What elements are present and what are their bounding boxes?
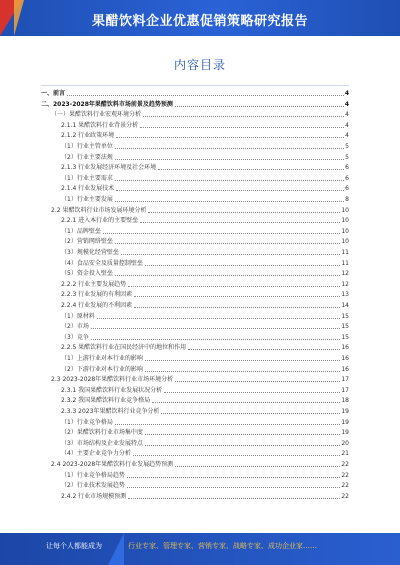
toc-leader-dots	[91, 339, 341, 340]
toc-entry[interactable]	[61, 471, 349, 480]
toc-entry[interactable]	[61, 184, 349, 193]
toc-leader-dots	[91, 328, 341, 329]
toc-entry-page: 19	[341, 429, 349, 437]
toc-entry-label: （3）市场结构及企业发展特点	[61, 439, 143, 447]
toc-leader-dots	[175, 106, 344, 107]
toc-entry-page: 15	[341, 312, 349, 320]
toc-entry[interactable]	[61, 449, 349, 458]
toc-leader-dots	[127, 477, 341, 478]
toc-entry-page: 17	[341, 386, 349, 394]
toc-entry-page: 8	[345, 196, 349, 203]
toc-entry-label: （4）食品安全及质量控制壁垒	[61, 259, 143, 267]
toc-entry-page: 21	[341, 450, 349, 458]
toc-entry[interactable]	[61, 428, 349, 437]
toc-entry-page: 18	[341, 397, 349, 405]
toc-entry[interactable]	[61, 492, 349, 501]
toc-leader-dots	[158, 169, 344, 170]
toc-entry-label: （2）市场	[61, 323, 89, 331]
toc-entry-label: 二、2023-2028年果醋饮料市场前景及趋势预测	[41, 100, 173, 108]
toc-leader-dots	[121, 254, 341, 255]
toc-entry-page: 6	[345, 185, 349, 193]
toc-entry-label: 2.2 果醋饮料行业市场发展环境分析	[51, 206, 147, 214]
toc-entry-page: 19	[341, 408, 349, 415]
toc-entry[interactable]	[61, 354, 349, 363]
table-of-contents	[41, 85, 349, 510]
toc-entry[interactable]	[61, 216, 349, 225]
toc-entry-page: 14	[341, 302, 349, 309]
toc-entry-page: 16	[341, 344, 349, 352]
toc-entry-label: （2）果醋饮料行业市场集中度	[61, 429, 143, 437]
toc-entry-page: 6	[345, 174, 349, 182]
toc-leader-dots	[134, 296, 340, 297]
toc-leader-dots	[115, 148, 344, 149]
footer-slogan-right: 行业专家、管理专家、营销专家、战略专家、成功企业家……	[128, 542, 317, 550]
toc-leader-dots	[143, 116, 344, 117]
toc-entry[interactable]	[61, 259, 349, 268]
toc-entry[interactable]	[61, 439, 349, 448]
toc-entry[interactable]	[61, 343, 349, 352]
toc-entry-label: 2.1.2 行业政策环境	[61, 132, 115, 140]
toc-entry-label: （2）行业技术发展趋势	[61, 482, 125, 490]
toc-entry-page: 22	[341, 492, 349, 500]
toc-entry[interactable]	[61, 237, 349, 246]
toc-entry[interactable]	[61, 248, 349, 257]
toc-leader-dots	[128, 498, 340, 499]
toc-leader-dots	[145, 265, 341, 266]
toc-entry[interactable]	[61, 195, 349, 204]
toc-entry-label: （1）行业主要需求	[61, 174, 113, 182]
toc-entry[interactable]	[41, 89, 349, 98]
toc-leader-dots	[161, 413, 340, 414]
toc-entry[interactable]	[61, 312, 349, 321]
toc-entry-page: 4	[344, 100, 349, 108]
toc-leader-dots	[103, 233, 341, 234]
toc-entry-label: 2.4.2 行业市场规模预测	[61, 492, 127, 500]
toc-leader-dots	[115, 424, 341, 425]
toc-entry[interactable]	[61, 365, 349, 374]
toc-entry-page: 19	[341, 418, 349, 426]
toc-entry-page: 10	[341, 238, 349, 246]
toc-entry-label: 2.3.1 我国果醋饮料行业发展状况分析	[61, 386, 163, 394]
toc-entry[interactable]	[61, 269, 349, 278]
toc-entry-label: 2.1.3 行业发展经济环境及社会环境	[61, 164, 157, 172]
toc-entry-page: 12	[341, 280, 349, 288]
toc-entry[interactable]	[61, 142, 349, 151]
footer-accent-shape	[108, 533, 124, 565]
toc-entry-page: 12	[341, 270, 349, 278]
toc-entry-page: 22	[341, 461, 349, 468]
toc-entry-label: （一）果醋饮料行业宏观环境分析	[51, 111, 142, 119]
toc-leader-dots	[145, 445, 341, 446]
toc-leader-dots	[140, 127, 344, 128]
toc-entry-label: 一、前言	[41, 90, 66, 97]
toc-entry[interactable]	[61, 407, 349, 416]
toc-leader-dots	[115, 243, 341, 244]
toc-entry-page: 10	[341, 227, 349, 235]
toc-entry-page: 16	[341, 355, 349, 362]
toc-entry-page: 10	[341, 206, 349, 214]
toc-entry-page: 10	[341, 217, 349, 225]
toc-entry-page: 17	[341, 376, 349, 384]
toc-leader-dots	[97, 318, 341, 319]
toc-entry-label: （1）行业主要发展	[61, 196, 113, 203]
toc-leader-dots	[175, 466, 340, 467]
toc-entry[interactable]	[61, 174, 349, 183]
toc-entry-page: 4	[345, 121, 349, 129]
toc-leader-dots	[145, 434, 341, 435]
toc-entry-page: 4	[345, 132, 349, 140]
toc-entry-page: 4	[344, 90, 349, 97]
toc-leader-dots	[115, 201, 344, 202]
toc-entry-label: 2.1.4 行业发展技术	[61, 185, 115, 193]
toc-entry-page: 22	[341, 482, 349, 490]
toc-entry-page: 15	[341, 333, 349, 341]
toc-entry-label: 2.3 2023-2028年果醋饮料行业市场环境分析	[51, 376, 174, 384]
toc-entry-label: 2.2.2 行业主要发展趋势	[61, 280, 127, 288]
toc-leader-dots	[164, 392, 340, 393]
toc-leader-dots	[115, 275, 341, 276]
toc-entry[interactable]	[61, 418, 349, 427]
toc-entry-label: 2.3.3 2023年果醋饮料行业竞争分析	[61, 408, 160, 415]
toc-entry-page: 6	[345, 164, 349, 172]
toc-entry[interactable]	[61, 163, 349, 172]
toc-entry-page: 4	[345, 111, 349, 119]
toc-entry-label: （5）资金投入壁垒	[61, 270, 113, 278]
footer-slogan-left: 让每个人都能成为	[46, 542, 102, 550]
toc-entry-page: 15	[341, 323, 349, 331]
toc-entry[interactable]	[61, 121, 349, 130]
toc-leader-dots	[152, 402, 340, 403]
toc-leader-dots	[115, 180, 344, 181]
toc-entry-label: 2.1.1 果醋饮料行业背景分析	[61, 121, 139, 129]
toc-leader-dots	[145, 360, 341, 361]
toc-entry[interactable]	[61, 227, 349, 236]
toc-entry-page: 11	[341, 259, 349, 267]
toc-entry-label: 2.3.2 我国果醋饮料行业竞争格局	[61, 397, 151, 405]
toc-entry[interactable]	[61, 322, 349, 331]
toc-entry[interactable]	[61, 153, 349, 162]
toc-entry-page: 5	[345, 153, 349, 161]
toc-entry-label: （4）主要企业竞争力分析	[61, 450, 131, 458]
toc-entry-label: （1）品牌壁垒	[61, 227, 101, 235]
toc-entry[interactable]	[61, 280, 349, 289]
toc-entry-label: （1）行业竞争格局	[61, 418, 113, 426]
toc-leader-dots	[67, 95, 344, 96]
toc-entry-label: （1）行业主管单位	[61, 143, 113, 150]
toc-entry[interactable]	[61, 333, 349, 342]
toc-entry[interactable]	[41, 100, 349, 109]
toc-leader-dots	[127, 487, 341, 488]
toc-entry[interactable]	[61, 396, 349, 405]
toc-entry-page: 5	[345, 143, 349, 150]
toc-leader-dots	[116, 190, 344, 191]
toc-entry[interactable]	[51, 460, 349, 469]
toc-entry-label: 2.2.4 行业发展的不利因素	[61, 302, 133, 309]
toc-entry[interactable]	[51, 375, 349, 384]
toc-leader-dots	[175, 381, 340, 382]
toc-entry-page: 13	[341, 291, 349, 299]
toc-leader-dots	[115, 159, 344, 160]
toc-entry-page: 20	[341, 439, 349, 447]
toc-entry-page: 16	[341, 365, 349, 373]
toc-entry-label: 2.2.3 行业发展的有利因素	[61, 291, 133, 299]
toc-entry-label: （2）行业主要法规	[61, 153, 113, 161]
toc-entry-label: 2.2.5 果醋饮料行业在国民经济中的地位和作用	[61, 344, 187, 352]
toc-entry-label: （2）营销网络壁垒	[61, 238, 113, 246]
toc-entry[interactable]	[51, 206, 349, 215]
toc-entry-page: 11	[341, 249, 349, 256]
toc-leader-dots	[116, 137, 344, 138]
toc-entry[interactable]	[61, 131, 349, 140]
toc-entry-label: （1）上游行业对本行业的影响	[61, 355, 143, 362]
toc-entry-label: （3）竞争	[61, 333, 89, 341]
toc-leader-dots	[140, 222, 340, 223]
toc-entry[interactable]	[61, 301, 349, 310]
toc-entry[interactable]	[61, 481, 349, 490]
toc-leader-dots	[188, 349, 340, 350]
toc-leader-dots	[133, 455, 341, 456]
toc-entry-label: （2）下游行业对本行业的影响	[61, 365, 143, 373]
toc-entry-label: （3）规模化经营壁垒	[61, 249, 119, 256]
toc-entry-label: 2.4 2023-2028年果醋饮料行业发展趋势预测	[51, 461, 174, 468]
toc-leader-dots	[134, 307, 340, 308]
toc-leader-dots	[145, 371, 341, 372]
toc-leader-dots	[148, 212, 340, 213]
toc-entry[interactable]	[61, 290, 349, 299]
toc-entry-label: （1）原材料	[61, 312, 95, 320]
toc-entry-label: 2.2.1 进入本行业的主要壁垒	[61, 217, 139, 225]
toc-leader-dots	[128, 286, 340, 287]
toc-entry-label: （1）行业竞争格局趋势	[61, 471, 125, 479]
toc-entry[interactable]	[61, 386, 349, 395]
report-title: 果醋饮料企业优惠促销策略研究报告	[91, 14, 308, 29]
toc-entry-page: 22	[341, 471, 349, 479]
toc-entry[interactable]	[51, 110, 349, 119]
toc-heading: 内容目录	[173, 58, 226, 72]
